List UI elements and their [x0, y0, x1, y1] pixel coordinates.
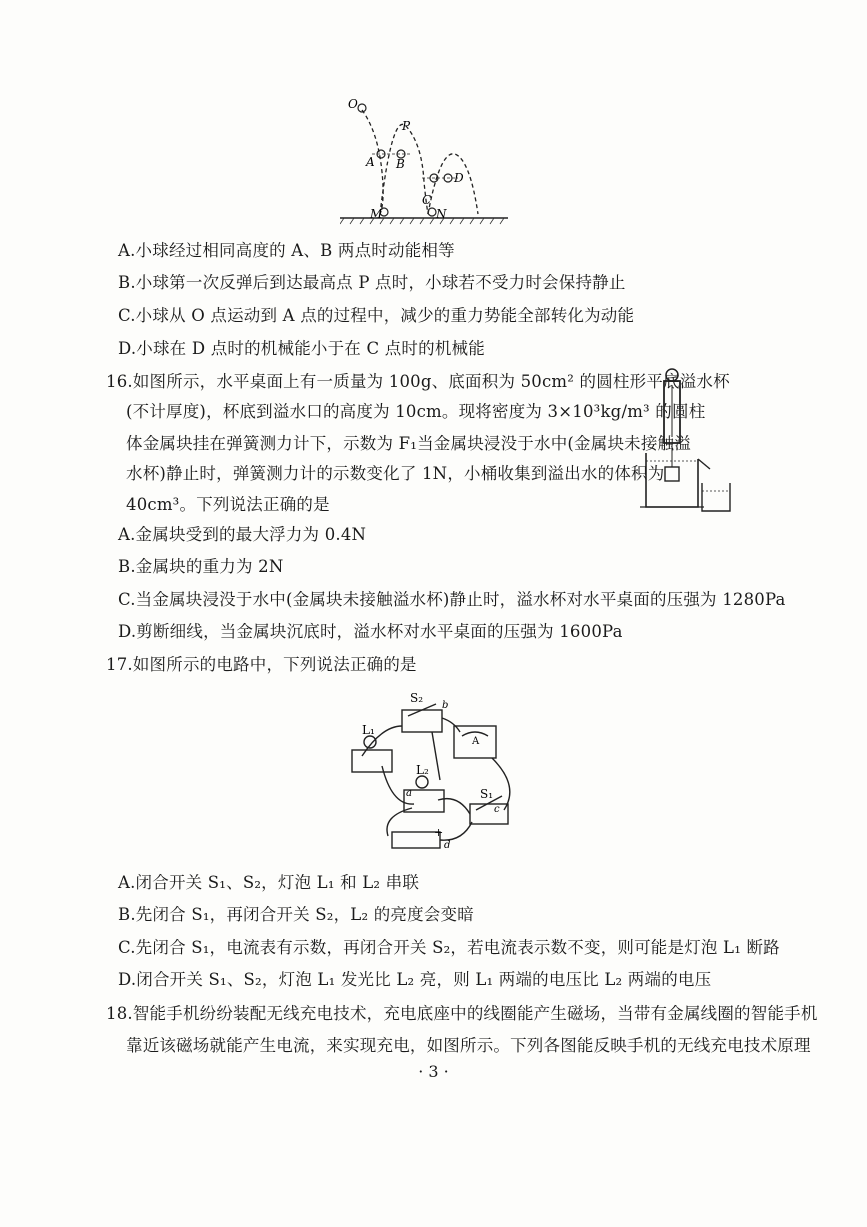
- circuit-figure: [342, 686, 532, 858]
- q16-stem-line-3: 体金属块挂在弹簧测力计下，示数为 F₁当金属块浸没于水中(金属块未接触溢: [126, 434, 691, 453]
- ball-trajectory-figure: [340, 92, 520, 227]
- label-l2: L₂: [416, 763, 429, 777]
- label-s1: S₁: [480, 787, 494, 801]
- q17-option-c: C.先闭合 S₁，电流表有示数，再闭合开关 S₂，若电流表示数不变，则可能是灯泡 L₁ 断路: [118, 938, 780, 957]
- label-l1: L₁: [362, 723, 375, 737]
- label-c: C: [422, 193, 432, 207]
- label-b: B: [396, 157, 405, 171]
- overflow-cup-figure: [640, 365, 745, 515]
- q15-option-a: A.小球经过相同高度的 A、B 两点时动能相等: [118, 241, 455, 260]
- label-d: D: [454, 171, 464, 185]
- q17-stem: 17.如图所示的电路中，下列说法正确的是: [106, 655, 417, 674]
- q16-stem-line-4: 水杯)静止时，弹簧测力计的示数变化了 1N，小桶收集到溢出水的体积为: [126, 464, 665, 483]
- label-c: c: [494, 804, 500, 815]
- q15-option-b: B.小球第一次反弹后到达最高点 P 点时，小球若不受力时会保持静止: [118, 273, 626, 292]
- q15-option-d: D.小球在 D 点时的机械能小于在 C 点时的机械能: [118, 339, 485, 358]
- q16-option-d: D.剪断细线，当金属块沉底时，溢水杯对水平桌面的压强为 1600Pa: [118, 622, 623, 641]
- q16-option-b: B.金属块的重力为 2N: [118, 557, 284, 576]
- q17-option-a: A.闭合开关 S₁、S₂，灯泡 L₁ 和 L₂ 串联: [118, 873, 420, 892]
- q16-option-c: C.当金属块浸没于水中(金属块未接触溢水杯)静止时，溢水杯对水平桌面的压强为 1280Pa: [118, 590, 786, 609]
- label-b: b: [442, 700, 449, 711]
- q16-stem-line-5: 40cm³。下列说法正确的是: [126, 495, 330, 514]
- q15-option-c: C.小球从 O 点运动到 A 点的过程中，减少的重力势能全部转化为动能: [118, 306, 635, 325]
- label-p: P: [402, 119, 411, 133]
- q18-stem-line-2: 靠近该磁场就能产生电流，来实现充电，如图所示。下列各图能反映手机的无线充电技术原理: [126, 1036, 811, 1055]
- q18-stem-line-1: 18.智能手机纷纷装配无线充电技术，充电底座中的线圈能产生磁场，当带有金属线圈的智能手机: [106, 1004, 818, 1023]
- label-n: N: [436, 207, 447, 221]
- page-number: · 3 ·: [418, 1062, 449, 1081]
- q16-stem-line-2: (不计厚度)，杯底到溢水口的高度为 10cm。现将密度为 3×10³kg/m³ 的圆柱: [126, 402, 706, 421]
- label-o: O: [348, 97, 358, 111]
- label-plus: +: [434, 826, 444, 839]
- label-m: M: [370, 207, 383, 221]
- label-a: A: [366, 155, 375, 169]
- label-s2: S₂: [410, 691, 424, 705]
- label-ammeter: A: [472, 736, 480, 747]
- q16-stem-line-1: 16.如图所示，水平桌面上有一质量为 100g、底面积为 50cm² 的圆柱形平底溢水杯: [106, 372, 730, 391]
- label-a: a: [406, 788, 412, 799]
- q17-option-b: B.先闭合 S₁，再闭合开关 S₂，L₂ 的亮度会变暗: [118, 905, 474, 924]
- q16-option-a: A.金属块受到的最大浮力为 0.4N: [118, 525, 367, 544]
- label-d: d: [444, 840, 451, 851]
- q17-option-d: D.闭合开关 S₁、S₂，灯泡 L₁ 发光比 L₂ 亮，则 L₁ 两端的电压比 L₂ 两端的电压: [118, 970, 712, 989]
